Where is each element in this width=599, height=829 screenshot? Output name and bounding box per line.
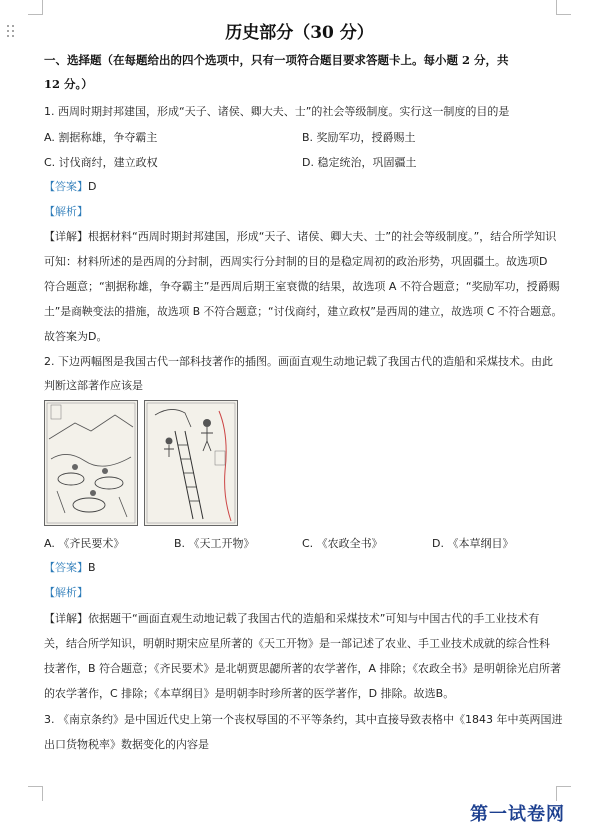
crop-mark-bottom-left — [28, 786, 43, 801]
crop-mark-top-right — [556, 0, 571, 15]
q2-detail-line1: 【详解】依据题干“画面直观生动地记载了我国古代的造船和采煤技术”可知与中国古代的手工业技术有 — [44, 612, 540, 625]
q1-answer-value: D — [88, 180, 97, 193]
site-watermark: 第一试卷网 — [470, 804, 565, 825]
section-heading-line2: 12 分。） — [44, 77, 93, 91]
q1-option-b: B. 奖励军功，授爵赐土 — [302, 131, 416, 144]
illustration-right — [144, 400, 238, 526]
q2-stem-line1: 2. 下边两幅图是我国古代一部科技著作的插图。画面直观生动地记载了我国古代的造船和采煤技术。由此 — [44, 355, 553, 368]
q2-option-a: A. 《齐民要术》 — [44, 537, 125, 550]
q2-detail-line4: 的农学著作，C 排除；《本草纲目》是明朝李时珍所著的医学著作，D 排除。故选B。 — [44, 687, 455, 700]
crop-mark-bottom-right — [556, 786, 571, 801]
q1-detail-line1: 【详解】根据材料“西周时期封邦建国，形成“天子、诸侯、卿大夫、士”的社会等级制度。”，结合所学知识 — [44, 230, 557, 243]
q1-stem: 1. 西周时期封邦建国，形成“天子、诸侯、卿大夫、士”的社会等级制度。实行这一制度的目的是 — [44, 105, 510, 118]
q1-detail-line2: 可知：材料所述的是西周的分封制，西周实行分封制的目的是稳定周初的政治形势，巩固疆土。故选项D — [44, 255, 548, 268]
q2-stem-line2: 判断这部著作应该是 — [44, 379, 143, 392]
answer-tag: 【答案】 — [44, 180, 88, 193]
q3-stem-line2: 出口货物税率》数据变化的内容是 — [44, 738, 209, 751]
q1-detail-line4: 土”是商鞅变法的措施，故选项 B 不符合题意；“讨伐商纣，建立政权”是西周的建立，故选项 C 不符合题意。 — [44, 305, 563, 318]
q1-option-c: C. 讨伐商纣，建立政权 — [44, 156, 158, 169]
q3-stem-line1: 3. 《南京条约》是中国近代史上第一个丧权辱国的不平等条约，其中直接导致表格中《1843 年中英两国进 — [44, 713, 563, 726]
q2-answer — [44, 560, 564, 576]
q2-option-b: B. 《天工开物》 — [174, 537, 255, 550]
q2-analysis-tag: 【解析】 — [44, 586, 88, 599]
q2-detail-line2: 关，结合所学知识，明朝时期宋应星所著的《天工开物》是一部记述了农业、手工业技术成就的综合性科 — [44, 637, 550, 650]
q1-analysis-tag: 【解析】 — [44, 205, 88, 218]
q2-option-c: C. 《农政全书》 — [302, 537, 383, 550]
answer-tag: 【答案】 — [44, 561, 88, 574]
q1-detail-line3: 符合题意；“割据称雄，争夺霸主”是西周后期王室衰微的结果，故选项 A 不符合题意；“奖励军功，授爵赐 — [44, 280, 560, 293]
q1-detail-line5: 故答案为D。 — [44, 330, 108, 343]
q2-answer-value: B — [88, 561, 96, 574]
q1-answer — [44, 179, 564, 195]
illustration-left — [44, 400, 138, 526]
q2-detail-line3: 技著作，B 符合题意；《齐民要术》是北朝贾思勰所著的农学著作，A 排除；《农政全书》是明朝徐光启所著 — [44, 662, 562, 675]
section-heading-line1: 一、选择题（在每题给出的四个选项中，只有一项符合题目要求答题卡上。每小题 2 分，共 — [44, 53, 509, 67]
q1-option-a: A. 割据称雄，争夺霸主 — [44, 131, 158, 144]
q1-option-d: D. 稳定统治，巩固疆土 — [302, 156, 417, 169]
page-title: 历史部分（30 分） — [225, 23, 374, 43]
q2-option-d: D. 《本草纲目》 — [432, 537, 514, 550]
crop-mark-top-left — [28, 0, 43, 15]
